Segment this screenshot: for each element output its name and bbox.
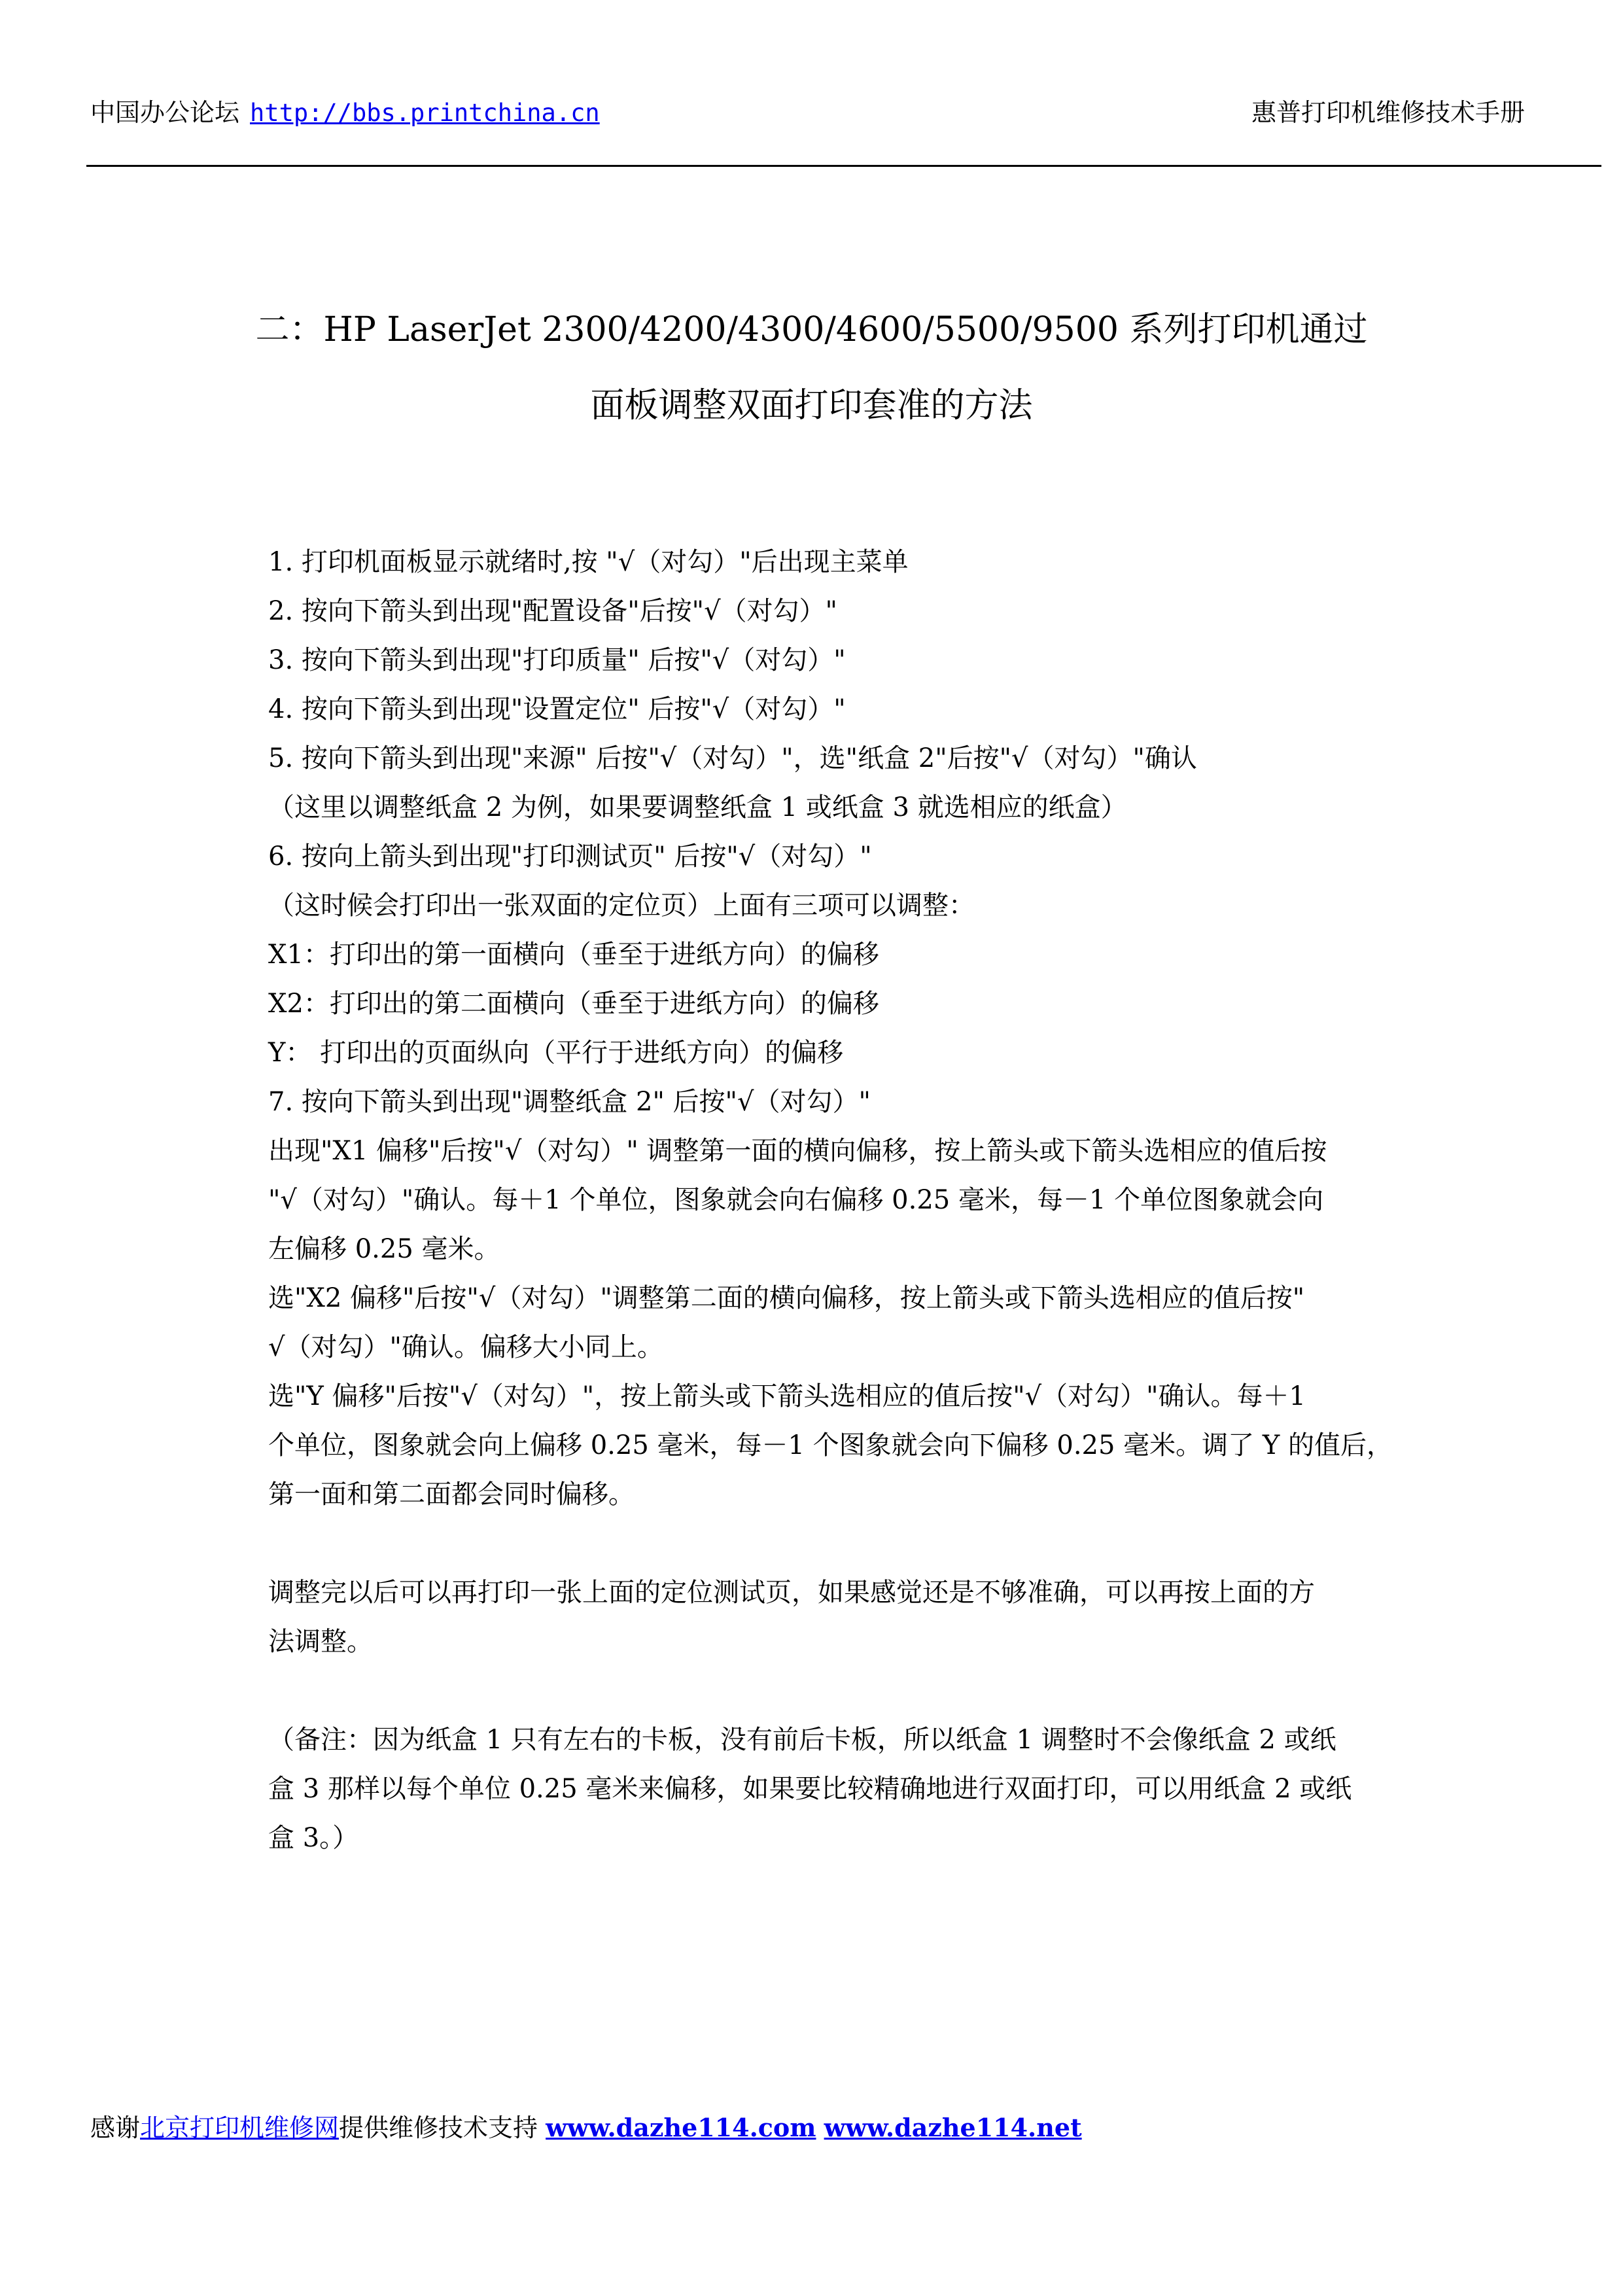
- instruction-line: 左偏移 0.25 毫米。: [268, 1234, 500, 1264]
- instruction-line: X1：打印出的第一面横向（垂至于进纸方向）的偏移: [268, 940, 879, 970]
- footer-credits: [90, 2110, 1082, 2146]
- instruction-line: 5. 按向下箭头到出现"来源" 后按"√（对勾）"，选"纸盒 2"后按"√（对勾）"确认: [268, 743, 1197, 773]
- sponsor-link[interactable]: 北京打印机维修网: [140, 2113, 340, 2142]
- paragraph-gap: [268, 1667, 1550, 1716]
- manual-title: 惠普打印机维修技术手册: [1251, 98, 1525, 127]
- closing-line: 调整完以后可以再打印一张上面的定位测试页，如果感觉还是不够准确，可以再按上面的方: [268, 1578, 1315, 1608]
- instruction-line: 1. 打印机面板显示就绪时,按 "√（对勾）"后出现主菜单: [268, 547, 909, 577]
- site-name: 中国办公论坛: [90, 98, 240, 127]
- instruction-line: √（对勾）"确认。偏移大小同上。: [268, 1332, 663, 1362]
- note-line: （备注：因为纸盒 1 只有左右的卡板，没有前后卡板，所以纸盒 1 调整时不会像纸盒 2 或纸: [268, 1725, 1336, 1755]
- instruction-line: 个单位，图象就会向上偏移 0.25 毫米，每－1 个图象就会向下偏移 0.25 毫米。调了 Y 的值后，: [268, 1430, 1393, 1460]
- header-site: [90, 96, 600, 130]
- instruction-line: 7. 按向下箭头到出现"调整纸盒 2" 后按"√（对勾）": [268, 1087, 871, 1117]
- url-link-1[interactable]: www.dazhe114.com: [546, 2113, 816, 2142]
- instruction-line: X2：打印出的第二面横向（垂至于进纸方向）的偏移: [268, 989, 879, 1019]
- instructions-body: [268, 538, 1550, 1863]
- note-line: 盒 3。）: [268, 1823, 359, 1853]
- instruction-line: （这时候会打印出一张双面的定位页）上面有三项可以调整：: [268, 891, 975, 921]
- instruction-line: Y： 打印出的页面纵向（平行于进纸方向）的偏移: [268, 1038, 844, 1068]
- closing-line: 法调整。: [268, 1627, 373, 1657]
- instruction-line: 选"Y 偏移"后按"√（对勾）"，按上箭头或下箭头选相应的值后按"√（对勾）"确认。每＋1: [268, 1381, 1306, 1411]
- page-title-line-1: 二：HP LaserJet 2300/4200/4300/4600/5500/9500 系列打印机通过: [255, 310, 1368, 349]
- instruction-line: 选"X2 偏移"后按"√（对勾）"调整第二面的横向偏移，按上箭头或下箭头选相应的值后按": [268, 1283, 1305, 1313]
- instruction-line: "√（对勾）"确认。每＋1 个单位，图象就会向右偏移 0.25 毫米，每－1 个单位图象就会向: [268, 1185, 1324, 1215]
- instruction-line: 4. 按向下箭头到出现"设置定位" 后按"√（对勾）": [268, 694, 846, 724]
- site-url-link[interactable]: http://bbs.printchina.cn: [250, 99, 600, 127]
- footer-prefix: 感谢: [90, 2113, 141, 2142]
- instruction-line: （这里以调整纸盒 2 为例，如果要调整纸盒 1 或纸盒 3 就选相应的纸盒）: [268, 792, 1127, 822]
- instruction-line: 出现"X1 偏移"后按"√（对勾）" 调整第一面的横向偏移，按上箭头或下箭头选相应的值后按: [268, 1136, 1327, 1166]
- page-title-line-2: 面板调整双面打印套准的方法: [590, 386, 1033, 425]
- url-link-2[interactable]: www.dazhe114.net: [824, 2113, 1082, 2142]
- note-line: 盒 3 那样以每个单位 0.25 毫米来偏移，如果要比较精确地进行双面打印，可以用纸盒 2 或纸: [268, 1774, 1352, 1804]
- instruction-line: 6. 按向上箭头到出现"打印测试页" 后按"√（对勾）": [268, 841, 872, 872]
- instruction-line: 2. 按向下箭头到出现"配置设备"后按"√（对勾）": [268, 596, 837, 626]
- paragraph-gap: [268, 1519, 1550, 1568]
- header-divider: [86, 165, 1601, 167]
- instruction-line: 第一面和第二面都会同时偏移。: [268, 1479, 635, 1510]
- footer-middle: 提供维修技术支持: [339, 2113, 546, 2142]
- instruction-line: 3. 按向下箭头到出现"打印质量" 后按"√（对勾）": [268, 645, 846, 675]
